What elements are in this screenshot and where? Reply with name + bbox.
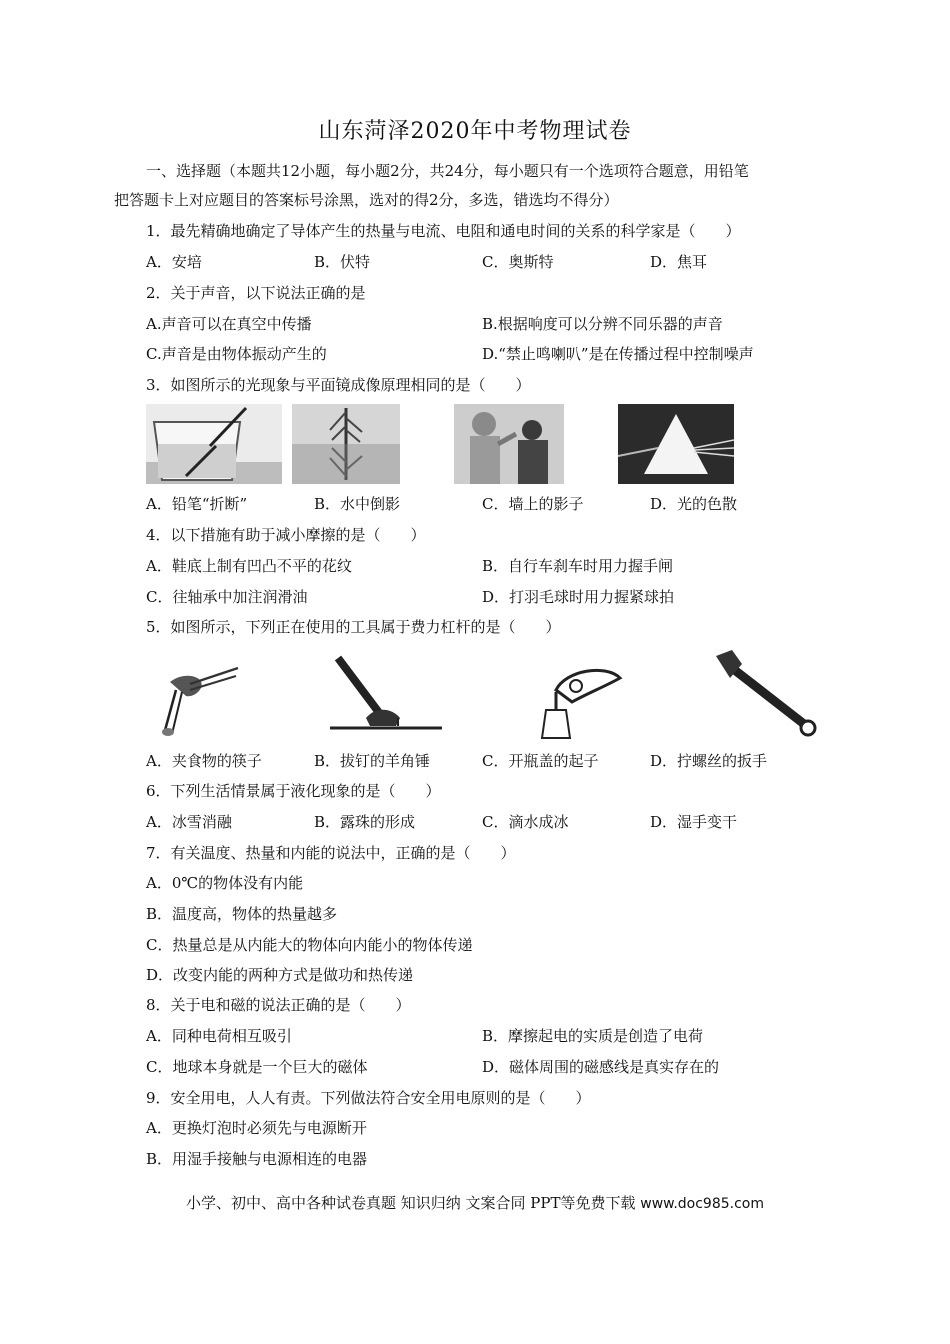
question-4-stem: 4．以下措施有助于减小摩擦的是（ ） (146, 526, 426, 544)
pencil-in-glass-image (146, 404, 282, 484)
chopsticks-image (150, 660, 242, 740)
question-3-option-b: B．水中倒影 (314, 495, 401, 513)
question-3-option-c: C．墙上的影子 (482, 495, 584, 513)
question-7-option-b: B．温度高，物体的热量越多 (146, 905, 338, 923)
question-1-option-d: D．焦耳 (650, 253, 708, 271)
page-title: 山东菏泽2020年中考物理试卷 (318, 119, 632, 144)
question-2-option-b: B.根据响度可以分辨不同乐器的声音 (482, 315, 723, 333)
page-footer (0, 1192, 950, 1213)
question-3-option-d: D．光的色散 (650, 495, 738, 513)
question-9-option-b: B．用湿手接触与电源相连的电器 (146, 1150, 368, 1168)
question-6-option-b: B．露珠的形成 (314, 813, 416, 831)
question-8-option-d: D．磁体周围的磁感线是真实存在的 (482, 1058, 720, 1076)
section-instructions-line-1: 一、选择题（本题共12小题，每小题2分，共24分，每小题只有一个选项符合题意，用铅笔 (146, 162, 749, 180)
question-1-option-a: A．安培 (146, 253, 202, 271)
question-8-option-b: B．摩擦起电的实质是创造了电荷 (482, 1027, 704, 1045)
prism-dispersion-image (618, 404, 734, 484)
question-6-option-a: A．冰雪消融 (146, 813, 232, 831)
question-5-option-a: A．夹食物的筷子 (146, 752, 262, 770)
section-instructions-line-2: 把答题卡上对应题目的答案标号涂黑，选对的得2分，多选，错选均不得分） (114, 191, 619, 209)
bottle-opener-image (536, 660, 624, 740)
question-5-option-c: C．开瓶盖的起子 (482, 752, 599, 770)
question-3-option-a: A．铅笔“折断” (146, 495, 248, 513)
question-7-option-a: A．0℃的物体没有内能 (146, 874, 304, 892)
question-4-option-c: C．往轴承中加注润滑油 (146, 588, 308, 606)
question-9-stem: 9．安全用电，人人有责。下列做法符合安全用电原则的是（ ） (146, 1089, 591, 1107)
question-6-option-c: C．滴水成冰 (482, 813, 569, 831)
question-8-stem: 8．关于电和磁的说法正确的是（ ） (146, 996, 411, 1014)
question-2-option-a: A.声音可以在真空中传播 (146, 315, 312, 333)
question-8-option-a: A．同种电荷相互吸引 (146, 1027, 292, 1045)
question-4-option-b: B．自行车刹车时用力握手闸 (482, 557, 674, 575)
question-7-stem: 7．有关温度、热量和内能的说法中，正确的是（ ） (146, 844, 516, 862)
question-1-option-b: B．伏特 (314, 253, 371, 271)
question-7-option-d: D．改变内能的两种方式是做功和热传递 (146, 966, 414, 984)
question-8-option-c: C．地球本身就是一个巨大的磁体 (146, 1058, 368, 1076)
footer-text: 小学、初中、高中各种试卷真题 知识归纳 文案合同 PPT等免费下载 (185, 1194, 636, 1212)
question-7-option-c: C．热量总是从内能大的物体向内能小的物体传递 (146, 936, 473, 954)
question-1-option-c: C．奥斯特 (482, 253, 554, 271)
question-6-option-d: D．湿手变干 (650, 813, 738, 831)
question-2-option-d: D.“禁止鸣喇叭”是在传播过程中控制噪声 (482, 345, 754, 363)
question-4-option-d: D．打羽毛球时用力握紧球拍 (482, 588, 675, 606)
footer-link[interactable]: www.doc985.com (640, 1196, 765, 1212)
question-6-stem: 6．下列生活情景属于液化现象的是（ ） (146, 782, 441, 800)
question-5-option-d: D．拧螺丝的扳手 (650, 752, 768, 770)
question-4-option-a: A．鞋底上制有凹凸不平的花纹 (146, 557, 352, 575)
shadow-on-wall-image (454, 404, 564, 484)
question-1-stem: 1．最先精确地确定了导体产生的热量与电流、电阻和通电时间的关系的科学家是（ ） (146, 222, 741, 240)
question-3-stem: 3．如图所示的光现象与平面镜成像原理相同的是（ ） (146, 376, 531, 394)
question-2-option-c: C.声音是由物体振动产生的 (146, 345, 327, 363)
question-5-option-b: B．拔钉的羊角锤 (314, 752, 431, 770)
claw-hammer-image (326, 652, 444, 734)
question-9-option-a: A．更换灯泡时必须先与电源断开 (146, 1119, 367, 1137)
reflection-in-water-image (292, 404, 400, 484)
question-5-stem: 5．如图所示，下列正在使用的工具属于费力杠杆的是（ ） (146, 618, 561, 636)
question-2-stem: 2．关于声音，以下说法正确的是 (146, 284, 366, 302)
wrench-image (712, 648, 822, 738)
